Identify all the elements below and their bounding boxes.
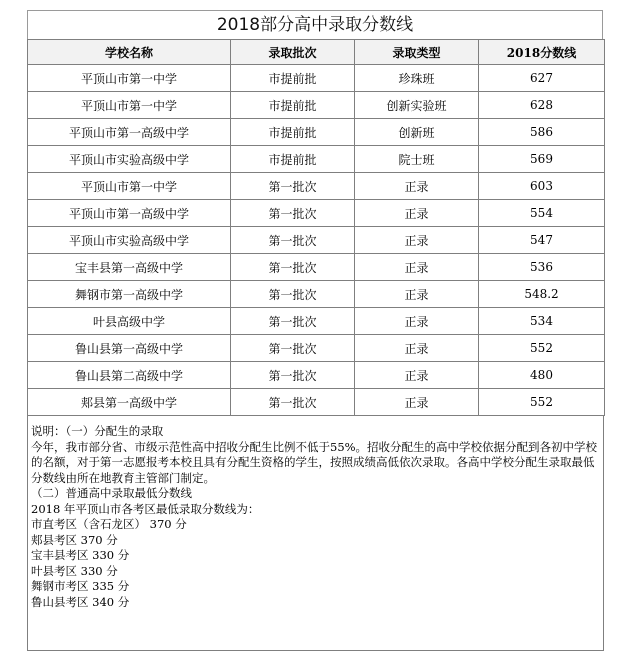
notes-section xyxy=(27,416,604,651)
cell-score: 554 xyxy=(479,200,605,227)
area-score-line: 郏县考区 370 分 xyxy=(31,532,118,547)
table-row xyxy=(28,335,605,362)
cell-batch: 第一批次 xyxy=(231,362,355,389)
cell-score: 548.2 xyxy=(479,281,605,308)
cell-score: 586 xyxy=(479,119,605,146)
cell-school: 郏县第一高级中学 xyxy=(28,389,231,416)
header-type: 录取类型 xyxy=(355,40,479,65)
cell-school: 平顶山市实验高级中学 xyxy=(28,227,231,254)
cell-score: 628 xyxy=(479,92,605,119)
table-row xyxy=(28,308,605,335)
area-score-line: 宝丰县考区 330 分 xyxy=(31,548,130,562)
notes-intro-minimum: 2018 年平顶山市各考区最低录取分数线为： xyxy=(31,501,260,516)
area-score-line: 舞钢市考区 335 分 xyxy=(31,579,130,593)
area-score-line: 市直考区（含石龙区） 370 分 xyxy=(31,517,187,531)
notes-heading-minimum: （二）普通高中录取最低分数线 xyxy=(31,486,192,500)
cell-school: 平顶山市第一高级中学 xyxy=(28,119,231,146)
table-row xyxy=(28,92,605,119)
cell-school: 平顶山市第一中学 xyxy=(28,65,231,92)
cell-score: 536 xyxy=(479,254,605,281)
cell-type: 珍珠班 xyxy=(355,65,479,92)
cell-score: 552 xyxy=(479,335,605,362)
cell-batch: 第一批次 xyxy=(231,200,355,227)
notes-paragraph-allocation: 今年，我市部分省、市级示范性高中招收分配生比例不低于55%。招收分配生的高中学校依据分配到各初中学校的名额，对于第一志愿报考本校且具有分配生资格的学生，按照成绩高低依次录取。各高中学校分配生录取最低分数线由所在地教育主管部门制定。 xyxy=(31,439,598,485)
cell-school: 平顶山市实验高级中学 xyxy=(28,146,231,173)
sheet-title: 2018部分高中录取分数线 xyxy=(27,10,603,39)
table-row xyxy=(28,362,605,389)
score-table xyxy=(27,39,605,416)
cell-type: 正录 xyxy=(355,281,479,308)
cell-school: 舞钢市第一高级中学 xyxy=(28,281,231,308)
cell-batch: 市提前批 xyxy=(231,119,355,146)
table-row xyxy=(28,146,605,173)
cell-school: 宝丰县第一高级中学 xyxy=(28,254,231,281)
cell-type: 创新实验班 xyxy=(355,92,479,119)
cell-batch: 市提前批 xyxy=(231,65,355,92)
cell-score: 547 xyxy=(479,227,605,254)
cell-batch: 第一批次 xyxy=(231,227,355,254)
cell-batch: 第一批次 xyxy=(231,281,355,308)
table-row xyxy=(28,227,605,254)
cell-score: 569 xyxy=(479,146,605,173)
header-batch: 录取批次 xyxy=(231,40,355,65)
cell-score: 480 xyxy=(479,362,605,389)
cell-type: 院士班 xyxy=(355,146,479,173)
cell-score: 534 xyxy=(479,308,605,335)
cell-type: 正录 xyxy=(355,308,479,335)
cell-score: 552 xyxy=(479,389,605,416)
cell-batch: 市提前批 xyxy=(231,92,355,119)
cell-batch: 市提前批 xyxy=(231,146,355,173)
cell-type: 正录 xyxy=(355,173,479,200)
cell-score: 603 xyxy=(479,173,605,200)
score-sheet xyxy=(27,10,603,651)
cell-school: 平顶山市第一中学 xyxy=(28,173,231,200)
table-row xyxy=(28,281,605,308)
cell-type: 正录 xyxy=(355,200,479,227)
cell-type: 正录 xyxy=(355,227,479,254)
cell-score: 627 xyxy=(479,65,605,92)
cell-type: 正录 xyxy=(355,335,479,362)
cell-batch: 第一批次 xyxy=(231,173,355,200)
cell-school: 平顶山市第一中学 xyxy=(28,92,231,119)
cell-batch: 第一批次 xyxy=(231,308,355,335)
cell-school: 鲁山县第一高级中学 xyxy=(28,335,231,362)
cell-batch: 第一批次 xyxy=(231,389,355,416)
header-school-name: 学校名称 xyxy=(28,40,231,65)
cell-school: 平顶山市第一高级中学 xyxy=(28,200,231,227)
table-row xyxy=(28,173,605,200)
table-row xyxy=(28,200,605,227)
cell-batch: 第一批次 xyxy=(231,254,355,281)
cell-type: 正录 xyxy=(355,254,479,281)
table-row xyxy=(28,65,605,92)
table-row xyxy=(28,254,605,281)
table-row xyxy=(28,389,605,416)
area-score-line: 叶县考区 330 分 xyxy=(31,563,118,578)
table-header-row xyxy=(28,40,605,65)
header-score: 2018分数线 xyxy=(479,40,605,65)
notes-heading-allocation: 说明：（一）分配生的录取 xyxy=(31,424,164,438)
cell-school: 鲁山县第二高级中学 xyxy=(28,362,231,389)
cell-type: 正录 xyxy=(355,362,479,389)
cell-batch: 第一批次 xyxy=(231,335,355,362)
table-row xyxy=(28,119,605,146)
cell-school: 叶县高级中学 xyxy=(28,308,231,335)
cell-type: 创新班 xyxy=(355,119,479,146)
area-score-line: 鲁山县考区 340 分 xyxy=(31,594,130,609)
cell-type: 正录 xyxy=(355,389,479,416)
